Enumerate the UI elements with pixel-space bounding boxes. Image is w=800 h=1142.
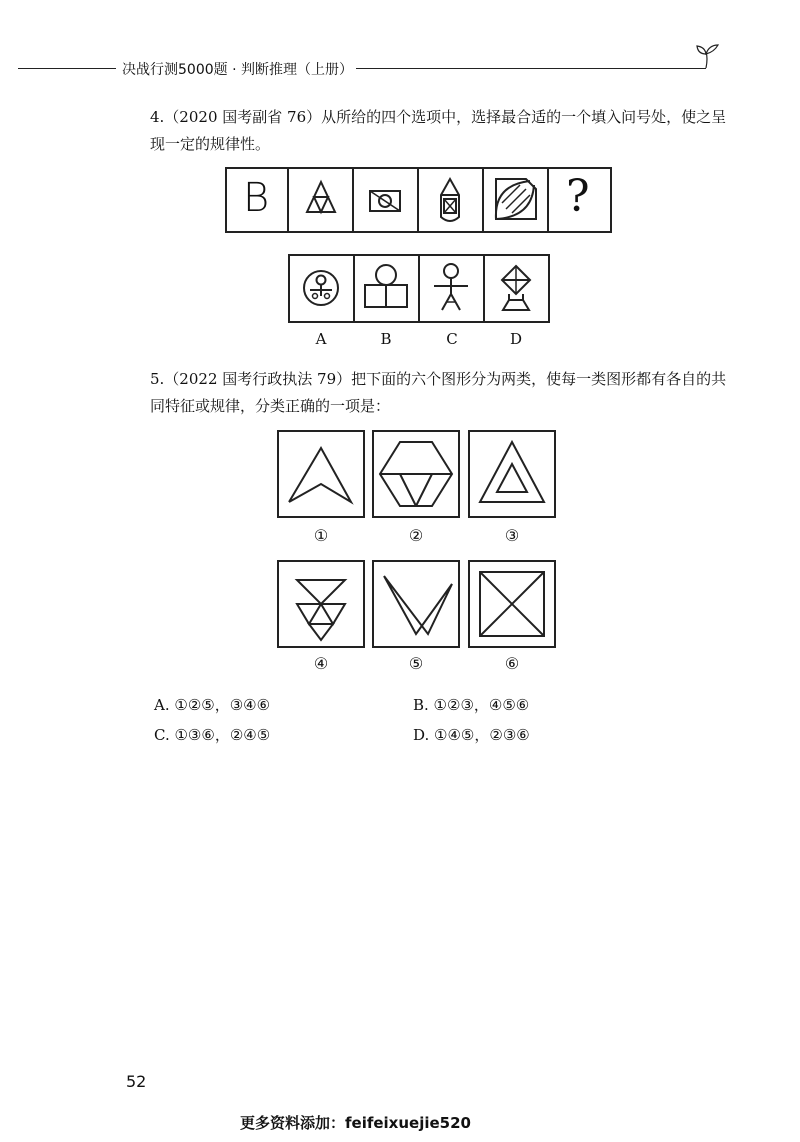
q5-text: 5.（2022 国考行政执法 79）把下面的六个图形分为两类，使每一类图形都有各自的共同特征或规律，分类正确的一项是： [150, 370, 727, 415]
q5-figure-2 [372, 430, 460, 518]
q4-seq-figure-3 [354, 169, 417, 231]
q4-option-a-figure[interactable] [288, 254, 355, 323]
q4-seq-figure-2 [289, 169, 352, 231]
q5-figure-3-number: ③ [504, 526, 520, 545]
q4-option-c-figure[interactable] [418, 254, 485, 323]
q5-figure-5 [372, 560, 460, 648]
q4-text: 4.（2020 国考副省 76）从所给的四个选项中，选择最合适的一个填入问号处，使之呈现一定的规律性。 [150, 108, 727, 153]
q4-option-c-label[interactable]: C [446, 330, 458, 348]
q4-seq-cell-question [547, 167, 612, 233]
q4-seq-cell-4 [417, 167, 484, 233]
q5-figure-1-number: ① [313, 526, 329, 545]
q4-option-d-figure[interactable] [483, 254, 550, 323]
q5-figure-6 [468, 560, 556, 648]
q5-answer-d[interactable]: D. ①④⑤，②③⑥ [413, 726, 530, 744]
page-header [0, 56, 800, 80]
q5-answer-c[interactable]: C. ①③⑥，②④⑤ [154, 726, 271, 744]
header-rule-right [356, 68, 706, 69]
q4-seq-letter: B [243, 175, 270, 221]
q5-figure-2-number: ② [408, 526, 424, 545]
sprout-icon [694, 42, 724, 70]
q4-option-b-figure[interactable] [353, 254, 420, 323]
q4-seq-figure-4 [419, 169, 482, 231]
q5-figure-1 [277, 430, 365, 518]
q4-seq-cell-5 [482, 167, 549, 233]
q5-answer-a[interactable]: A. ①②⑤，③④⑥ [154, 696, 271, 714]
header-title: 决战行测5000题 · 判断推理（上册） [122, 62, 353, 78]
q4-seq-cell-2 [287, 167, 354, 233]
q4-sequence [227, 167, 612, 233]
q5-figure-5-number: ⑤ [408, 654, 424, 673]
q4-option-b-label[interactable]: B [380, 330, 392, 348]
header-rule-left [18, 68, 116, 69]
q4-option-a-label[interactable]: A [315, 330, 327, 348]
q4-question-mark: ? [566, 171, 590, 222]
q5-figure-4-number: ④ [313, 654, 329, 673]
q4-seq-cell-3 [352, 167, 419, 233]
q5-figure-6-number: ⑥ [504, 654, 520, 673]
q4-options [290, 254, 550, 323]
q5-figure-4 [277, 560, 365, 648]
q4-seq-figure-5 [484, 169, 547, 231]
page-number: 52 [126, 1072, 147, 1091]
q4-seq-cell-1 [225, 167, 289, 233]
q5-figure-3 [468, 430, 556, 518]
q4-option-d-label[interactable]: D [509, 330, 523, 348]
q5-answer-b[interactable]: B. ①②③，④⑤⑥ [413, 696, 530, 714]
footer-contact: 更多资料添加：feifeixuejie520 [240, 1114, 471, 1132]
